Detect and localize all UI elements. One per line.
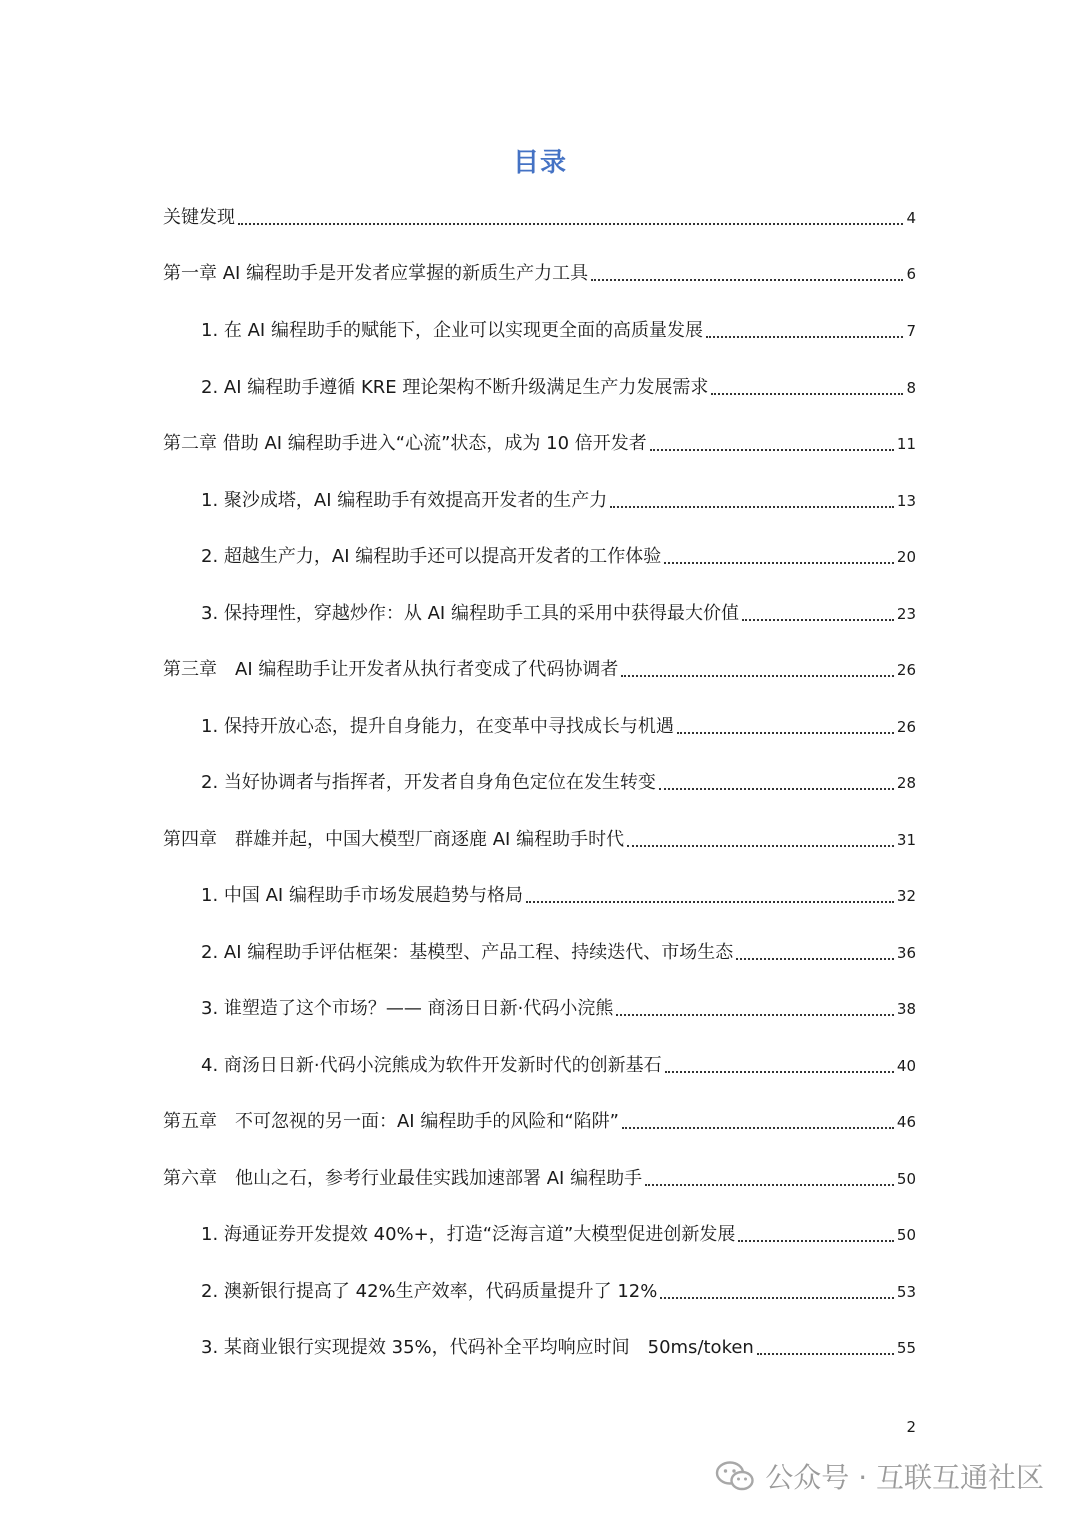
toc-leader bbox=[621, 675, 894, 677]
toc-leader bbox=[664, 562, 894, 564]
toc-entry-text: 第六章 他山之石，参考行业最佳实践加速部署 AI 编程助手 bbox=[163, 1168, 643, 1189]
toc-leader bbox=[665, 1071, 894, 1073]
toc-leader bbox=[526, 901, 894, 903]
toc-entry-page: 46 bbox=[896, 1113, 916, 1131]
toc-entry-text: 关键发现 bbox=[163, 207, 235, 228]
toc-leader bbox=[742, 619, 894, 621]
toc-entry[interactable] bbox=[201, 771, 916, 795]
toc-entry-page: 26 bbox=[896, 718, 916, 736]
toc-entry[interactable] bbox=[163, 262, 916, 286]
toc-leader bbox=[677, 732, 894, 734]
toc-entry[interactable] bbox=[163, 1110, 916, 1134]
toc-entry[interactable] bbox=[163, 658, 916, 682]
wechat-icon bbox=[715, 1460, 755, 1492]
toc-entry-text: 4. 商汤日日新·代码小浣熊成为软件开发新时代的创新基石 bbox=[201, 1055, 662, 1076]
toc-title: 目录 bbox=[512, 148, 567, 178]
toc-entry-page: 36 bbox=[896, 944, 916, 962]
watermark bbox=[715, 1456, 1044, 1496]
toc-entry-text: 1. 海通证券开发提效 40%+，打造“泛海言道”大模型促进创新发展 bbox=[201, 1224, 736, 1245]
toc-leader bbox=[591, 279, 903, 281]
toc-entry-text: 1. 聚沙成塔，AI 编程助手有效提高开发者的生产力 bbox=[201, 490, 608, 511]
toc-entry[interactable] bbox=[201, 545, 916, 569]
toc-entry[interactable] bbox=[163, 432, 916, 456]
toc-leader bbox=[757, 1353, 894, 1355]
toc-entry-text: 第一章 AI 编程助手是开发者应掌握的新质生产力工具 bbox=[163, 263, 589, 284]
toc-leader bbox=[711, 393, 903, 395]
toc-entry[interactable] bbox=[201, 1223, 916, 1247]
toc-entry-page: 26 bbox=[896, 661, 916, 679]
toc-leader bbox=[738, 1240, 894, 1242]
toc-entry[interactable] bbox=[201, 376, 916, 400]
toc-entry-page: 13 bbox=[896, 492, 916, 510]
toc-entry-page: 8 bbox=[906, 379, 916, 397]
toc-leader bbox=[238, 223, 903, 225]
toc-entry[interactable] bbox=[163, 828, 916, 852]
toc-entry-page: 11 bbox=[896, 435, 916, 453]
toc-entry[interactable] bbox=[201, 602, 916, 626]
toc-leader bbox=[706, 336, 903, 338]
toc-entry[interactable] bbox=[163, 206, 916, 230]
toc-entry-page: 53 bbox=[896, 1283, 916, 1301]
toc-entry-page: 55 bbox=[896, 1339, 916, 1357]
toc-entry[interactable] bbox=[201, 489, 916, 513]
toc-entry[interactable] bbox=[201, 319, 916, 343]
toc-entry[interactable] bbox=[201, 715, 916, 739]
toc-entry-text: 1. 保持开放心态，提升自身能力，在变革中寻找成长与机遇 bbox=[201, 716, 674, 737]
toc-entry-page: 4 bbox=[906, 209, 916, 227]
toc-leader bbox=[659, 788, 894, 790]
toc-entry-page: 40 bbox=[896, 1057, 916, 1075]
toc-entry-text: 第三章 AI 编程助手让开发者从执行者变成了代码协调者 bbox=[163, 659, 619, 680]
toc-entry-page: 50 bbox=[896, 1170, 916, 1188]
toc-entry-text: 2. AI 编程助手评估框架：基模型、产品工程、持续迭代、市场生态 bbox=[201, 942, 734, 963]
toc-entry[interactable] bbox=[201, 884, 916, 908]
toc-entry[interactable] bbox=[201, 1054, 916, 1078]
toc-leader bbox=[660, 1297, 894, 1299]
toc-entry-page: 28 bbox=[896, 774, 916, 792]
toc-entry-text: 3. 保持理性，穿越炒作：从 AI 编程助手工具的采用中获得最大价值 bbox=[201, 603, 739, 624]
toc-entry[interactable] bbox=[163, 1167, 916, 1191]
toc-entry-text: 3. 谁塑造了这个市场？—— 商汤日日新·代码小浣熊 bbox=[201, 998, 614, 1019]
toc-leader bbox=[650, 449, 894, 451]
toc-entry-text: 2. 澳新银行提高了 42%生产效率，代码质量提升了 12% bbox=[201, 1281, 658, 1302]
toc-leader bbox=[645, 1184, 894, 1186]
toc-entry-text: 第四章 群雄并起，中国大模型厂商逐鹿 AI 编程助手时代 bbox=[163, 829, 625, 850]
toc-entry[interactable] bbox=[201, 1280, 916, 1304]
toc-entry-page: 31 bbox=[896, 831, 916, 849]
toc-entry[interactable] bbox=[201, 1336, 916, 1360]
toc-entry-text: 1. 中国 AI 编程助手市场发展趋势与格局 bbox=[201, 885, 523, 906]
toc-entry[interactable] bbox=[201, 997, 916, 1021]
toc-entry-text: 第二章 借助 AI 编程助手进入“心流”状态，成为 10 倍开发者 bbox=[163, 433, 647, 454]
toc-entry-page: 38 bbox=[896, 1000, 916, 1018]
toc-leader bbox=[610, 506, 894, 508]
toc-entry-text: 1. 在 AI 编程助手的赋能下，企业可以实现更全面的高质量发展 bbox=[201, 320, 703, 341]
toc-entry-text: 2. AI 编程助手遵循 KRE 理论架构不断升级满足生产力发展需求 bbox=[201, 377, 709, 398]
toc-entry-page: 23 bbox=[896, 605, 916, 623]
toc-entry-page: 20 bbox=[896, 548, 916, 566]
toc-entry-page: 6 bbox=[906, 265, 916, 283]
toc-entry-text: 2. 超越生产力，AI 编程助手还可以提高开发者的工作体验 bbox=[201, 546, 662, 567]
toc-entry-text: 3. 某商业银行实现提效 35%，代码补全平均响应时间 50ms/token bbox=[201, 1337, 754, 1358]
toc-entry-text: 第五章 不可忽视的另一面：AI 编程助手的风险和“陷阱” bbox=[163, 1111, 619, 1132]
toc-entry[interactable] bbox=[201, 941, 916, 965]
toc-entry-page: 7 bbox=[906, 322, 916, 340]
toc-leader bbox=[616, 1014, 894, 1016]
toc-entry-page: 50 bbox=[896, 1226, 916, 1244]
toc-leader bbox=[622, 1127, 894, 1129]
toc-entry-text: 2. 当好协调者与指挥者，开发者自身角色定位在发生转变 bbox=[201, 772, 656, 793]
toc-entry-page: 32 bbox=[896, 887, 916, 905]
toc-leader bbox=[627, 845, 894, 847]
toc-leader bbox=[736, 958, 894, 960]
page-number: 2 bbox=[906, 1418, 916, 1436]
watermark-text: 公众号 · 互联互通社区 bbox=[765, 1461, 1044, 1494]
